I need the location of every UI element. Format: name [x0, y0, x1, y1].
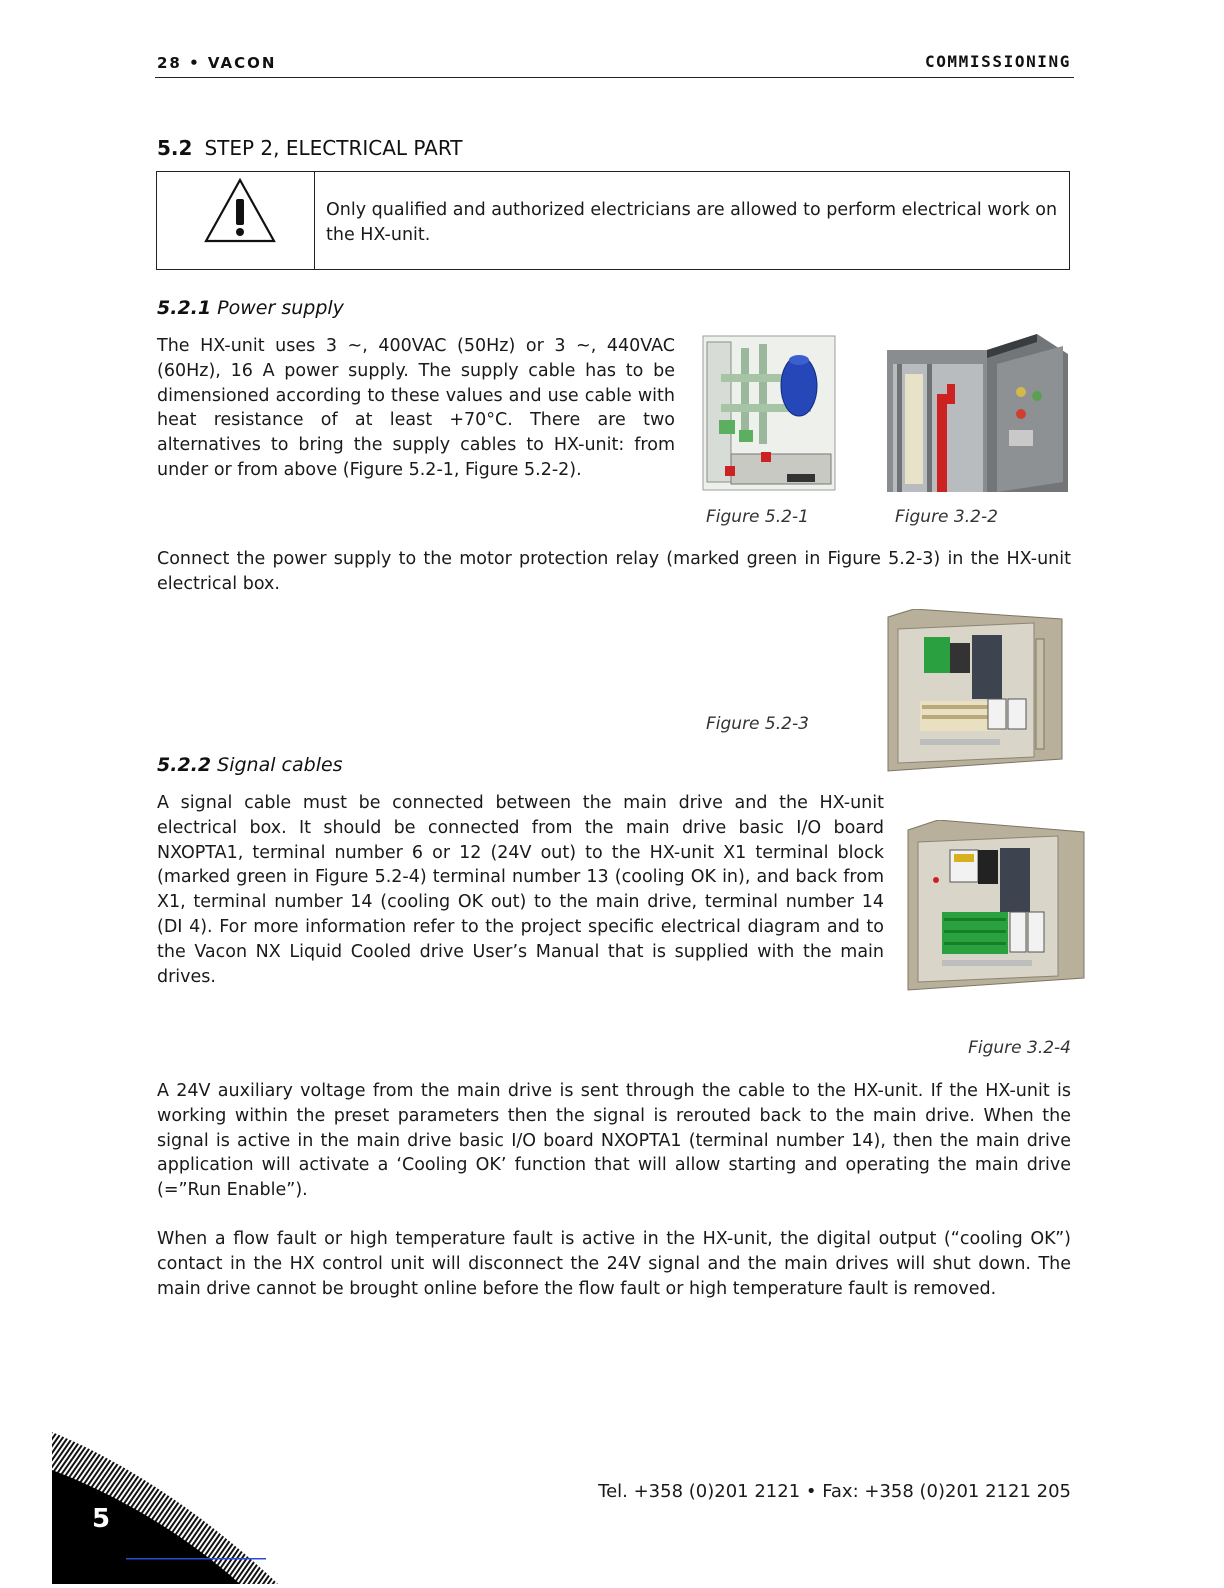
- header-right: COMMISSIONING: [924, 52, 1071, 71]
- warning-box: [156, 171, 1070, 270]
- caption-figure-5-2-3: Figure 5.2-3: [706, 714, 809, 734]
- page-tab-number: 5: [92, 1504, 111, 1534]
- section-title-text: STEP 2, ELECTRICAL PART: [204, 136, 463, 160]
- subsection-title: Signal cables: [217, 754, 343, 776]
- section-title: [157, 136, 463, 160]
- caption-figure-3-2-2: Figure 3.2-2: [895, 507, 998, 527]
- connect-power-text: Connect the power supply to the motor protection relay (marked green in Figure 5.2-3) in the HX-unit electrical box.: [157, 549, 1071, 594]
- page-corner-swoosh: [0, 1400, 290, 1584]
- header-rule: [155, 77, 1074, 78]
- figure-electrical-box-terminal: [906, 820, 1086, 993]
- fault-text: When a flow fault or high temperature fault is active in the HX-unit, the digital output (“cooling OK”) contact in the HX control unit will disconnect the 24V signal and the main drives will shut down. The main drive cannot be brought online before the flow fault or high temperature fault is removed.: [157, 1229, 1071, 1299]
- warning-text: Only qualified and authorized electricians are allowed to perform electrical work on the HX-unit.: [326, 200, 1058, 245]
- footer-contact: Tel. +358 (0)201 2121 • Fax: +358 (0)201 2121 205: [598, 1481, 1071, 1502]
- signal-cables-body: A signal cable must be connected between the main drive and the HX-unit electrical box. It should be connected from the main drive basic I/O board NXOPTA1, terminal number 6 or 12 (24V out) to the HX-unit X1 terminal block (marked green in Figure 5.2-4) terminal number 13 (cooling OK in), and back from X1, terminal number 14 (cooling OK out) to the main drive, terminal number 14 (DI 4). For more information refer to the project specific electrical diagram and to the Vacon NX Liquid Cooled drive User’s Manual that is supplied with the main drives.: [157, 793, 884, 987]
- subsection-number: 5.2.1: [157, 297, 212, 319]
- figure-hx-cabinet: [887, 334, 1068, 492]
- warning-triangle-icon: [203, 177, 277, 243]
- subsection-title: Power supply: [217, 297, 344, 319]
- caption-figure-5-2-1: Figure 5.2-1: [706, 507, 809, 527]
- warning-icon-cell: [157, 172, 315, 269]
- figure-electrical-box-relay: [884, 609, 1064, 774]
- caption-figure-3-2-4: Figure 3.2-4: [968, 1038, 1071, 1058]
- subsection-number: 5.2.2: [157, 754, 212, 776]
- subsection-heading-signal-cables: [157, 754, 343, 776]
- subsection-heading-power-supply: [157, 297, 344, 319]
- power-supply-body: The HX-unit uses 3 ~, 400VAC (50Hz) or 3 ~, 440VAC (60Hz), 16 A power supply. The supply cable has to be dimensioned according to these values and use cable with heat resistance of at least +70°C. There are two alternatives to bring the supply cables to HX-unit: from under or from above (Figure 5.2-1, Figure 5.2-2).: [157, 336, 675, 480]
- auxiliary-voltage-text: A 24V auxiliary voltage from the main drive is sent through the cable to the HX-unit. If the HX-unit is working within the preset parameters then the signal is rerouted back to the main drive. When the signal is active in the main drive basic I/O board NXOPTA1 (terminal number 14), then the main drive application will activate a ‘Cooling OK’ function that will allow starting and operating the main drive (=”Run Enable”).: [157, 1081, 1071, 1201]
- figure-hx-unit-interior: [701, 334, 837, 492]
- header-left: 28 • VACON: [157, 54, 277, 72]
- section-number: 5.2: [157, 136, 193, 160]
